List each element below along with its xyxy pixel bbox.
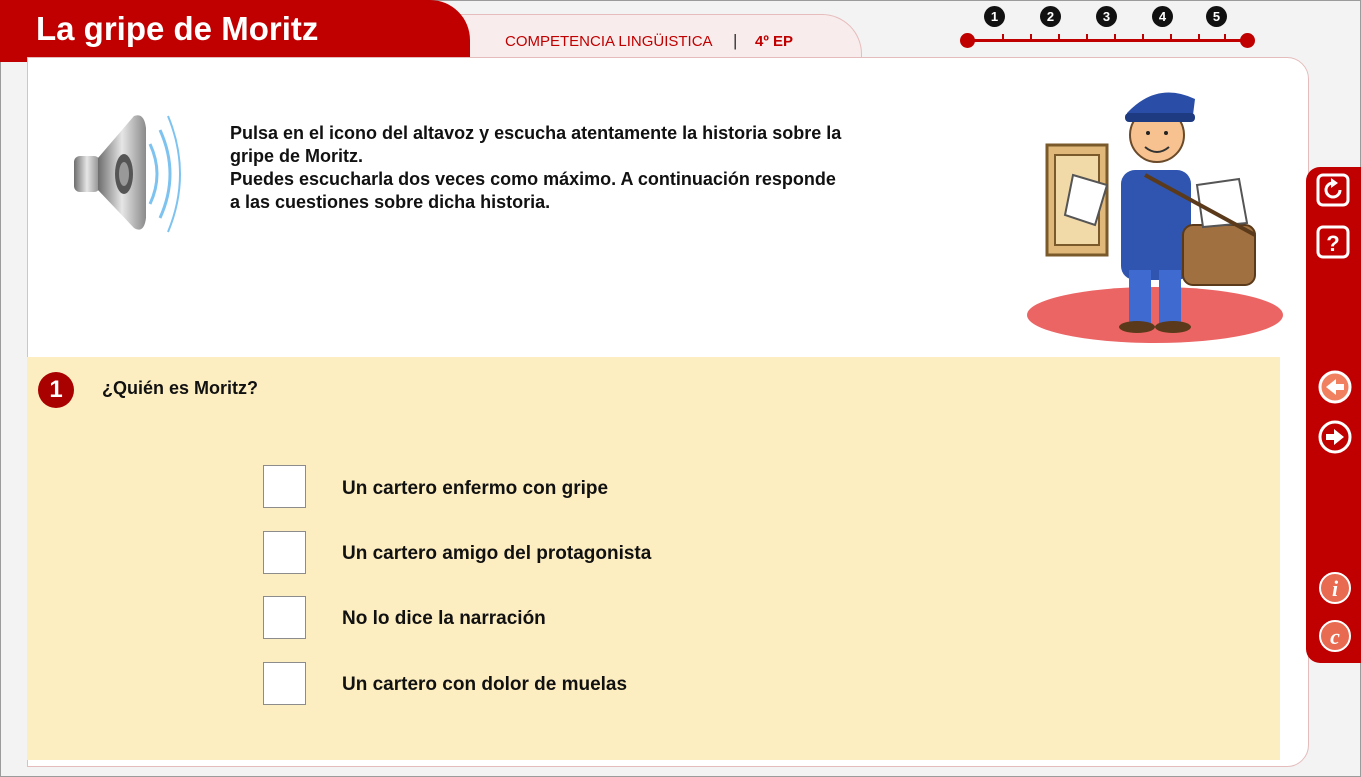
speaker-icon[interactable] <box>68 108 186 238</box>
forward-arrow-icon[interactable] <box>1318 420 1352 454</box>
progress-tick <box>1002 34 1004 41</box>
option-checkbox-3[interactable] <box>263 596 306 639</box>
progress-tick <box>1142 34 1144 41</box>
question-text: ¿Quién es Moritz? <box>102 378 259 398</box>
info-icon[interactable] <box>1318 571 1352 605</box>
subject-separator: | <box>733 31 738 50</box>
progress-tick <box>1058 34 1060 41</box>
option-checkbox-4[interactable] <box>263 662 306 705</box>
instructions-line: gripe de Moritz. <box>230 146 364 166</box>
progress-tracker <box>958 6 1258 46</box>
page-title: La gripe de Moritz <box>36 10 319 47</box>
progress-step-1[interactable]: 1 <box>984 6 1005 27</box>
progress-step-2[interactable]: 2 <box>1040 6 1061 27</box>
instructions <box>230 122 1030 214</box>
instructions-line: Puedes escucharla dos veces como máximo. A continuación responde <box>230 169 836 189</box>
progress-start-marker <box>960 33 975 48</box>
progress-tick <box>1086 34 1088 41</box>
question-area <box>27 357 1280 760</box>
right-sidebar <box>1306 167 1361 663</box>
option-checkbox-1[interactable] <box>263 465 306 508</box>
postman-illustration <box>1025 75 1283 345</box>
svg-text:i: i <box>1331 576 1339 601</box>
subject-label: COMPETENCIA LINGÜISTICA <box>505 33 713 50</box>
progress-tick <box>1224 34 1226 41</box>
grade-label: 4º EP <box>755 33 793 50</box>
progress-tick <box>1198 34 1200 41</box>
svg-text:c: c <box>1330 624 1340 649</box>
progress-step-4[interactable]: 4 <box>1152 6 1173 27</box>
option-label-3[interactable]: No lo dice la narración <box>342 608 546 629</box>
instructions-line: a las cuestiones sobre dicha historia. <box>230 192 551 212</box>
svg-text:?: ? <box>1326 231 1340 256</box>
option-label-1[interactable]: Un cartero enfermo con gripe <box>342 478 609 499</box>
credits-icon[interactable] <box>1318 619 1352 653</box>
progress-tick <box>1030 34 1032 41</box>
help-icon[interactable] <box>1316 225 1350 259</box>
progress-end-marker <box>1240 33 1255 48</box>
progress-tick <box>1114 34 1116 41</box>
option-label-2[interactable]: Un cartero amigo del protagonista <box>342 543 652 564</box>
instructions-line: Pulsa en el icono del altavoz y escucha atentamente la historia sobre la <box>230 123 842 143</box>
back-arrow-icon[interactable] <box>1318 370 1352 404</box>
option-label-4[interactable]: Un cartero con dolor de muelas <box>342 674 628 695</box>
reload-icon[interactable] <box>1316 173 1350 207</box>
question-number-badge: 1 <box>38 372 74 408</box>
progress-step-3[interactable]: 3 <box>1096 6 1117 27</box>
progress-step-5[interactable]: 5 <box>1206 6 1227 27</box>
progress-tick <box>1170 34 1172 41</box>
progress-line <box>968 39 1248 42</box>
option-checkbox-2[interactable] <box>263 531 306 574</box>
